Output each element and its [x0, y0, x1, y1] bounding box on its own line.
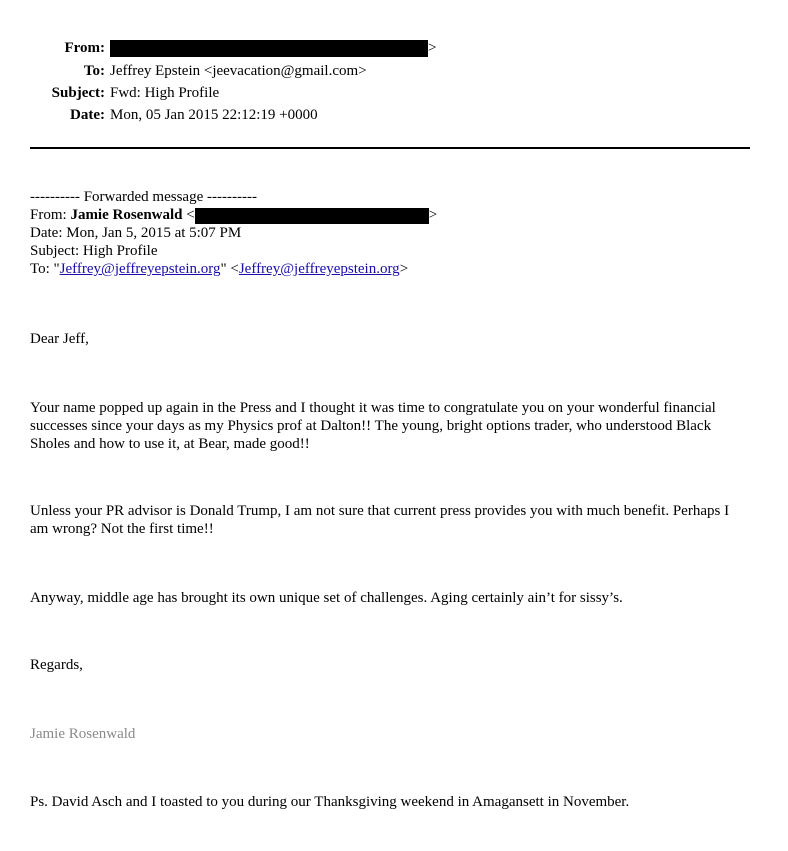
date-value: Mon, 05 Jan 2015 22:12:19 +0000 — [110, 107, 318, 123]
recipient-link[interactable]: Jeffrey@jeffreyepstein.org — [59, 261, 221, 277]
body-paragraph: Unless your PR advisor is Donald Trump, I am not sure that current press provides you with much benefit. Perhaps I am wrong? Not the first time!! — [30, 503, 730, 537]
redaction-block — [110, 40, 428, 57]
to-label: To: — [83, 63, 105, 79]
redaction-block — [195, 208, 429, 224]
forwarded-to-suffix: > — [399, 261, 409, 277]
forwarded-to-prefix: To: " — [30, 261, 60, 277]
forwarded-banner: ---------- Forwarded message ---------- — [30, 189, 257, 205]
forwarded-from-open: < — [182, 207, 195, 223]
body-paragraph: Anyway, middle age has brought its own unique set of challenges. Aging certainly ain’t for sissy’s. — [30, 590, 623, 606]
sender-name: Jamie Rosenwald — [70, 207, 183, 223]
recipient-link[interactable]: Jeffrey@jeffreyepstein.org — [238, 261, 400, 277]
forwarded-date: Date: Mon, Jan 5, 2015 at 5:07 PM — [30, 225, 242, 241]
to-value: Jeffrey Epstein <jeevacation@gmail.com> — [110, 63, 367, 79]
header-divider — [30, 147, 750, 149]
forwarded-from — [30, 206, 437, 224]
date-label: Date: — [70, 107, 105, 123]
from-label: From: — [64, 40, 105, 56]
from-value — [110, 40, 436, 57]
signature: Jamie Rosenwald — [30, 726, 136, 742]
body-paragraph: Your name popped up again in the Press and I thought it was time to congratulate you on your wonderful financial successes since your days as my Physics prof at Dalton!! The young, bright options trader, who understood Black Sholes and how to use it, at Bear, made good!! — [30, 400, 716, 452]
forwarded-subject: Subject: High Profile — [30, 243, 158, 259]
postscript: Ps. David Asch and I toasted to you during our Thanksgiving weekend in Amagansett in November. — [30, 794, 630, 810]
greeting: Dear Jeff, — [30, 331, 89, 347]
from-suffix: > — [428, 40, 437, 56]
forwarded-to-mid: " < — [220, 261, 239, 277]
forwarded-from-close: > — [428, 207, 438, 223]
subject-label: Subject: — [51, 85, 105, 101]
forwarded-to — [30, 260, 408, 278]
subject-value: Fwd: High Profile — [110, 85, 220, 101]
closing: Regards, — [30, 657, 83, 673]
forwarded-from-prefix: From: — [30, 207, 71, 223]
